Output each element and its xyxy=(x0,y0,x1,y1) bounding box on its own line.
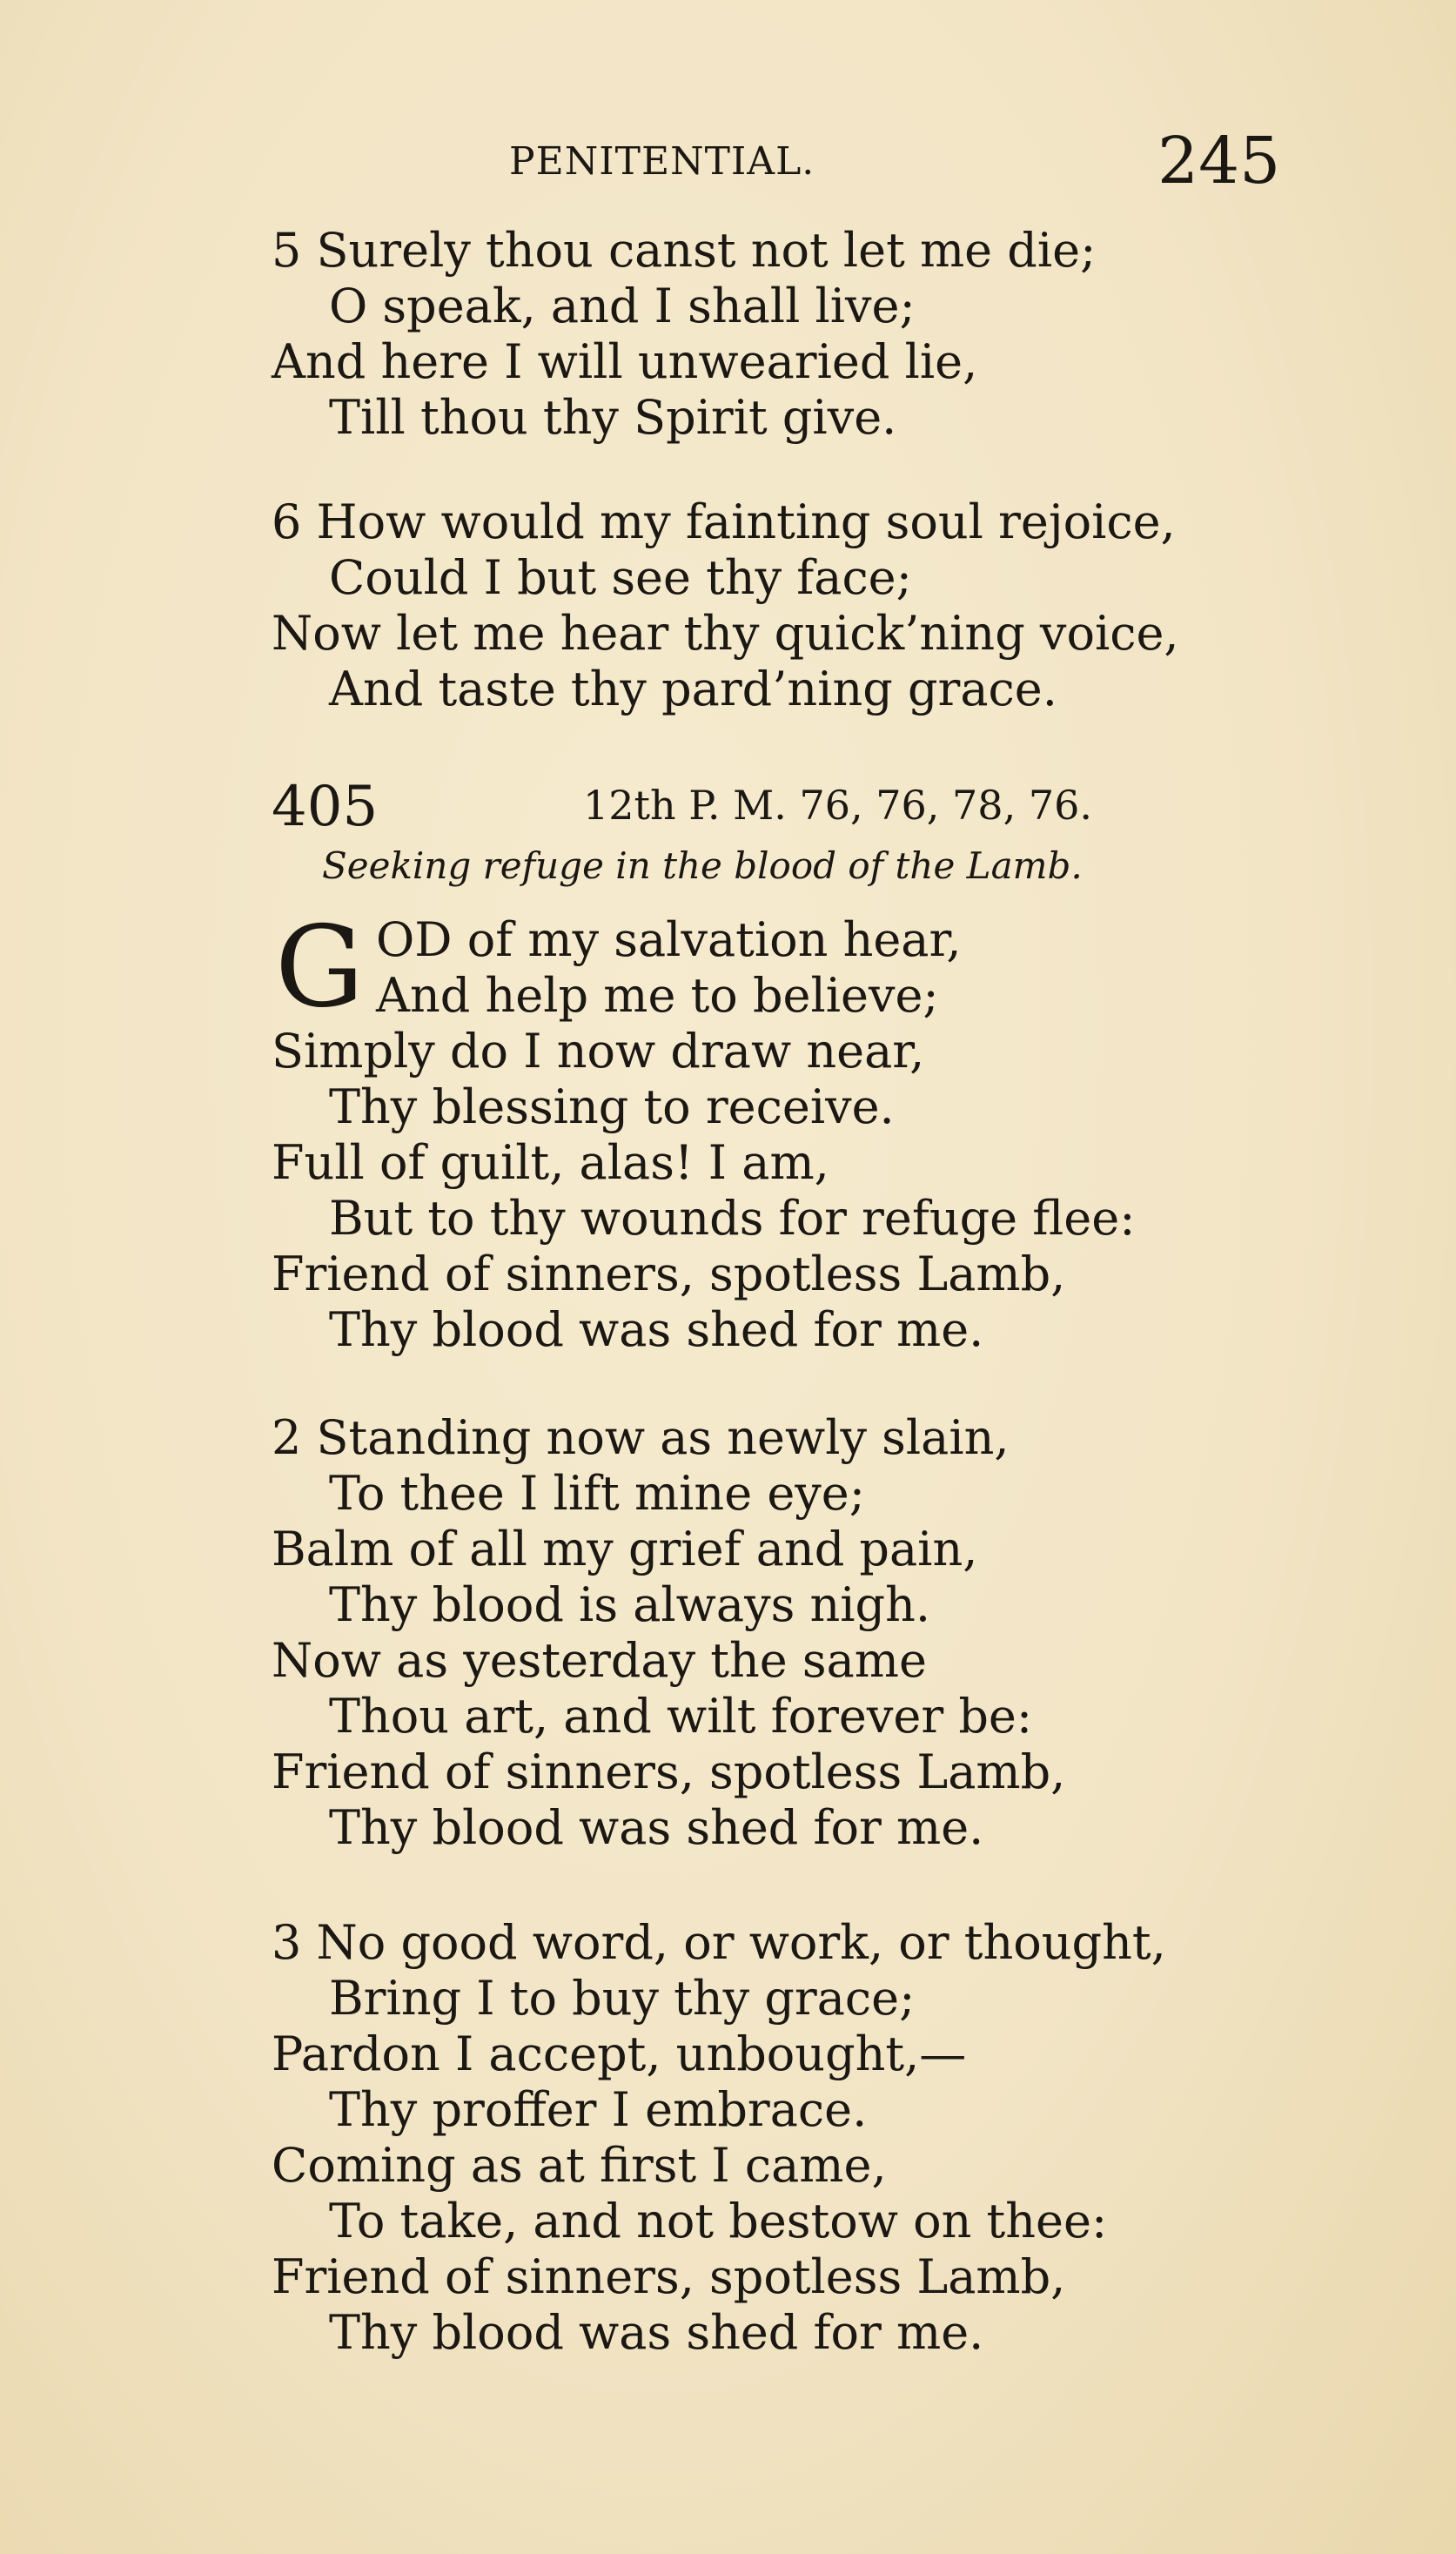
verse-line: Thy blessing to receive. xyxy=(329,1079,895,1134)
verse-line: Coming as at first I came, xyxy=(272,2138,887,2193)
verse-line: 2 Standing now as newly slain, xyxy=(272,1410,1010,1465)
verse-line: To thee I lift mine eye; xyxy=(329,1466,865,1521)
hymn-number: 405 xyxy=(272,775,379,839)
verse-line: Till thou thy Spirit give. xyxy=(329,390,897,445)
drop-cap: G xyxy=(275,903,365,1032)
verse-line: 6 How would my fainting soul rejoice, xyxy=(272,494,1176,549)
verse-line: Thy blood was shed for me. xyxy=(329,1800,984,1855)
verse-line: And here I will unwearied lie, xyxy=(272,334,978,389)
verse-line: Thy blood is always nigh. xyxy=(329,1577,931,1632)
page-number: 245 xyxy=(1157,124,1281,198)
verse-line: OD of my salvation hear, xyxy=(376,912,962,967)
verse-line: 5 Surely thou canst not let me die; xyxy=(272,223,1097,278)
verse-line: And taste thy pard’ning grace. xyxy=(329,662,1057,716)
verse-line: Bring I to buy thy grace; xyxy=(329,1971,916,2026)
verse-line: Pardon I accept, unbought,— xyxy=(272,2026,967,2081)
page-header xyxy=(0,124,1456,198)
verse-line: Could I but see thy face; xyxy=(329,550,912,605)
verse-line: Balm of all my grief and pain, xyxy=(272,1522,978,1576)
running-head: PENITENTIAL. xyxy=(509,139,815,184)
verse-line: Friend of sinners, spotless Lamb, xyxy=(272,2249,1066,2304)
verse-line: O speak, and I shall live; xyxy=(329,279,916,333)
verse-line: Thy blood was shed for me. xyxy=(329,1302,984,1357)
verse-line: Thy blood was shed for me. xyxy=(329,2305,984,2360)
hymn-meter: 12th P. M. 76, 76, 78, 76. xyxy=(583,782,1092,829)
hymn-subtitle: Seeking refuge in the blood of the Lamb. xyxy=(322,844,1083,887)
verse-line: Thou art, and wilt forever be: xyxy=(329,1689,1033,1744)
verse-line: 3 No good word, or work, or thought, xyxy=(272,1915,1166,1970)
verse-line: And help me to believe; xyxy=(376,968,939,1023)
hymn-heading xyxy=(272,775,1229,844)
verse-line: Full of guilt, alas! I am, xyxy=(272,1135,829,1190)
verse-line: Simply do I now draw near, xyxy=(272,1024,925,1079)
verse-line: Thy proffer I embrace. xyxy=(329,2082,868,2137)
verse-line: But to thy wounds for refuge flee: xyxy=(329,1191,1136,1246)
verse-line: To take, and not bestow on thee: xyxy=(329,2194,1108,2248)
verse-line: Friend of sinners, spotless Lamb, xyxy=(272,1247,1066,1301)
verse-line: Now as yesterday the same xyxy=(272,1633,927,1688)
verse-line: Now let me hear thy quick’ning voice, xyxy=(272,606,1179,661)
verse-line: Friend of sinners, spotless Lamb, xyxy=(272,1744,1066,1799)
